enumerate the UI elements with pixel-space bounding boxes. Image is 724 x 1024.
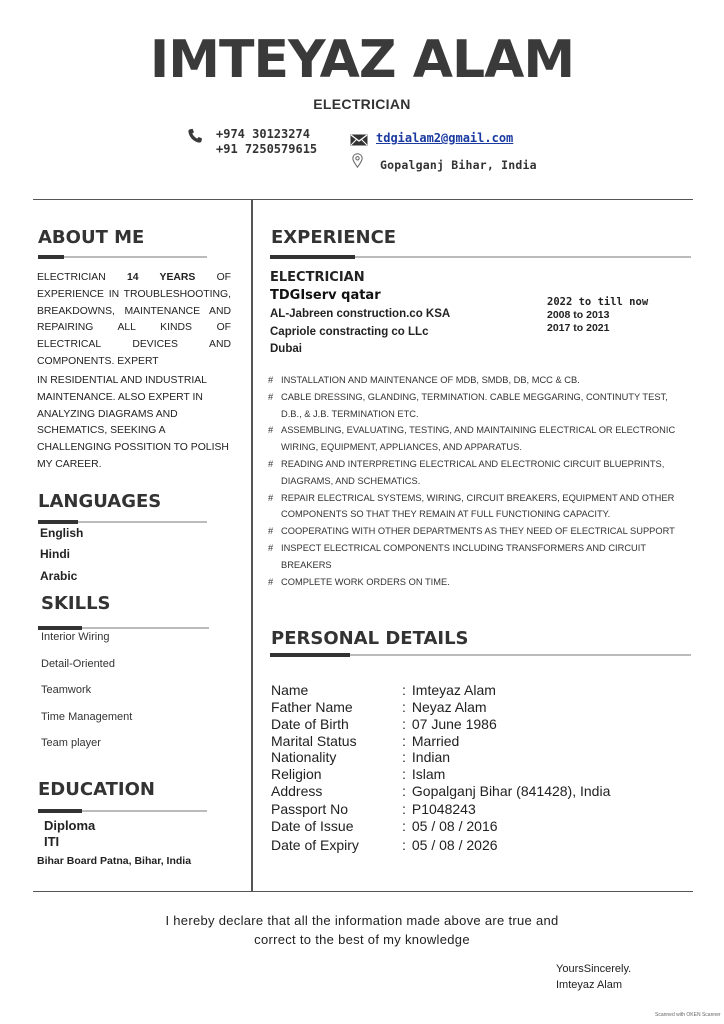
about-role: ELECTRICIAN bbox=[37, 272, 106, 283]
candidate-name: IMTEYAZ ALAM bbox=[149, 30, 575, 90]
detail-value: : 05 / 08 / 2026 bbox=[402, 837, 498, 853]
phone-icon bbox=[187, 128, 203, 144]
detail-label: Marital Status bbox=[271, 733, 357, 749]
detail-value: : P1048243 bbox=[402, 801, 476, 817]
detail-value: : Islam bbox=[402, 766, 446, 782]
phone-number[interactable]: +91 7250579615 bbox=[216, 142, 318, 156]
duty-item: # INSPECT ELECTRICAL COMPONENTS INCLUDING TRANSFORMERS AND CIRCUIT BREAKERS bbox=[268, 540, 688, 574]
detail-label: Passport No bbox=[271, 801, 349, 817]
signature-closing: YoursSincerely. bbox=[556, 963, 632, 975]
education-heading: EDUCATION bbox=[38, 779, 155, 800]
duty-item: # INSTALLATION AND MAINTENANCE OF MDB, SMDB, DB, MCC & CB. bbox=[268, 372, 688, 389]
experience-company: Capriole constracting co LLc bbox=[270, 326, 429, 338]
job-title: ELECTRICIAN bbox=[313, 96, 411, 112]
duty-item: # COOPERATING WITH OTHER DEPARTMENTS AS THEY NEED OF ELECTRICAL SUPPORT bbox=[268, 523, 688, 540]
duty-item: # COMPLETE WORK ORDERS ON TIME. bbox=[268, 574, 688, 591]
experience-duties bbox=[268, 372, 688, 590]
declaration-line: correct to the best of my knowledge bbox=[254, 932, 470, 947]
about-paragraph-1 bbox=[37, 270, 231, 371]
detail-label: Date of Expiry bbox=[271, 837, 359, 853]
experience-location: Dubai bbox=[270, 343, 302, 355]
experience-role: ELECTRICIAN bbox=[270, 270, 365, 285]
duty-item: # ASSEMBLING, EVALUATING, TESTING, AND MAINTAINING ELECTRICAL OR ELECTRONIC WIRING, EQUIPMENT, APPLIANCES, AND APPARATUS. bbox=[268, 422, 688, 456]
detail-label: Address bbox=[271, 783, 323, 799]
detail-value: : 05 / 08 / 2016 bbox=[402, 818, 498, 834]
language-item: Hindi bbox=[40, 547, 70, 561]
phone-number[interactable]: +974 30123274 bbox=[216, 127, 310, 141]
languages-underline bbox=[38, 521, 207, 523]
education-underline bbox=[38, 810, 207, 812]
about-years: 14 YEARS bbox=[126, 272, 196, 283]
experience-date: 2022 to till now bbox=[547, 296, 649, 308]
footer-divider bbox=[33, 891, 693, 892]
detail-value: : Married bbox=[402, 733, 460, 749]
personal-details-heading: PERSONAL DETAILS bbox=[271, 628, 469, 649]
language-item: Arabic bbox=[40, 569, 78, 583]
skill-item: Detail-Oriented bbox=[41, 658, 115, 670]
detail-value: : 07 June 1986 bbox=[402, 716, 497, 732]
about-heading: ABOUT ME bbox=[38, 227, 145, 248]
detail-label: Father Name bbox=[271, 699, 353, 715]
experience-company: AL-Jabreen construction.co KSA bbox=[270, 308, 451, 320]
column-divider bbox=[251, 199, 253, 891]
detail-label: Date of Issue bbox=[271, 818, 354, 834]
education-item: Diploma bbox=[44, 818, 96, 833]
detail-label: Religion bbox=[271, 766, 322, 782]
skill-item: Time Management bbox=[41, 711, 133, 723]
signature-name: Imteyaz Alam bbox=[556, 979, 623, 991]
about-text: OF EXPERIENCE IN TROUBLESHOOTING, BREAKDOWNS, MAINTENANCE AND REPAIRING ALL KINDS OF ELECTRICAL DEVICES AND COMPONENTS. EXPERT bbox=[37, 272, 232, 367]
experience-company: TDGIserv qatar bbox=[270, 288, 381, 303]
experience-heading: EXPERIENCE bbox=[271, 227, 397, 248]
languages-heading: LANGUAGES bbox=[38, 491, 162, 512]
about-underline bbox=[38, 256, 207, 258]
detail-value: : Gopalganj Bihar (841428), India bbox=[402, 783, 611, 799]
home-address: Gopalganj Bihar, India bbox=[380, 158, 537, 172]
phone-numbers bbox=[216, 127, 317, 157]
detail-value: : Neyaz Alam bbox=[402, 699, 487, 715]
skill-item: Team player bbox=[41, 737, 101, 749]
email-link[interactable]: tdgialam2@gmail.com bbox=[376, 131, 514, 145]
experience-date: 2017 to 2021 bbox=[547, 322, 610, 334]
skill-item: Teamwork bbox=[41, 684, 92, 696]
experience-underline bbox=[270, 256, 691, 258]
skill-item: Interior Wiring bbox=[41, 631, 110, 643]
mail-icon bbox=[350, 134, 368, 146]
duty-item: # CABLE DRESSING, GLANDING, TERMINATION. CABLE MEGGARING, CONTINUTY TEST, D.B., & J.B. TERMINATION ETC. bbox=[268, 389, 688, 423]
scanner-watermark: Scanned with OKEN Scanner bbox=[655, 1012, 721, 1018]
skills-heading: SKILLS bbox=[41, 593, 111, 614]
experience-date: 2008 to 2013 bbox=[547, 309, 610, 321]
location-pin-icon bbox=[352, 153, 363, 168]
skills-underline bbox=[38, 627, 209, 629]
detail-value: : Indian bbox=[402, 749, 451, 765]
duty-item: # READING AND INTERPRETING ELECTRICAL AND ELECTRONIC CIRCUIT BLUEPRINTS, DIAGRAMS, AND SCHEMATICS. bbox=[268, 456, 688, 490]
declaration-line: I hereby declare that all the information made above are true and bbox=[165, 913, 559, 928]
header-divider bbox=[33, 199, 693, 200]
detail-label: Date of Birth bbox=[271, 716, 349, 732]
language-item: English bbox=[40, 526, 84, 540]
detail-label: Name bbox=[271, 682, 309, 698]
detail-label: Nationality bbox=[271, 749, 337, 765]
education-item: ITI bbox=[44, 834, 60, 849]
personal-details-underline bbox=[270, 654, 691, 656]
education-board: Bihar Board Patna, Bihar, India bbox=[37, 855, 192, 867]
detail-value: : Imteyaz Alam bbox=[402, 682, 496, 698]
about-paragraph-2: IN RESIDENTIAL AND INDUSTRIAL MAINTENANCE. ALSO EXPERT IN ANALYZING DIAGRAMS AND SCHEMATICS, SEEKING A CHALLENGING POSSITION TO POLISH MY CAREER. bbox=[37, 375, 229, 470]
duty-item: # REPAIR ELECTRICAL SYSTEMS, WIRING, CIRCUIT BREAKERS, EQUIPMENT AND OTHER COMPONENTS SO THAT THEY REMAIN AT FULL FUNCTIONING CAPACITY. bbox=[268, 490, 688, 524]
